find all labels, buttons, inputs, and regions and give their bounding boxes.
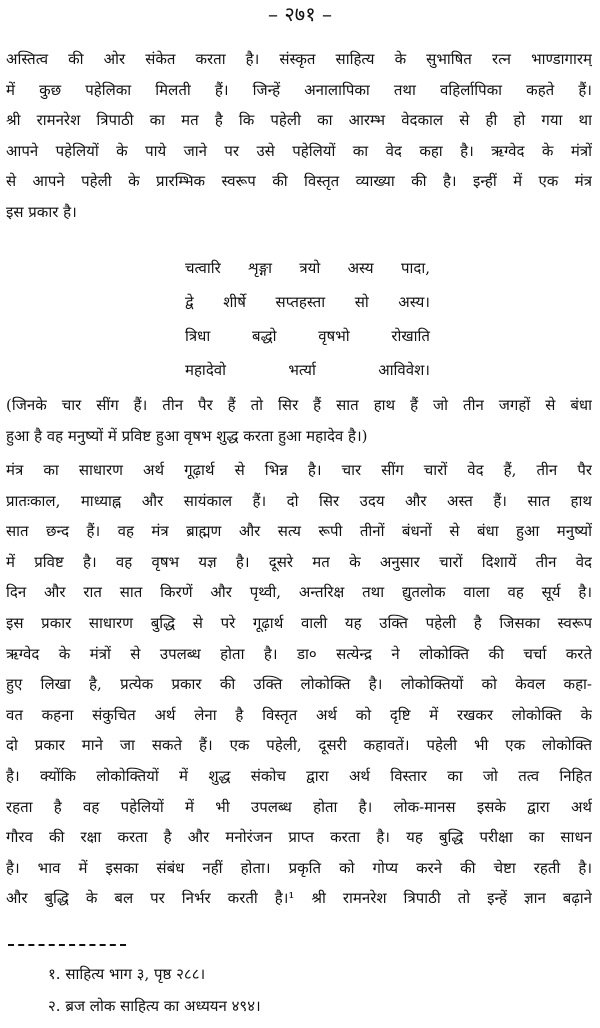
- paragraph-intro: [6, 44, 592, 228]
- text-line: सात छन्द हैं। वह मंत्र ब्राह्मण और सत्य रूपी तीनों बंधनों से बंधा हुआ मनुष्यों: [6, 522, 592, 541]
- text-line: दिन और रात सात किरणें और पृथ्वी, अन्तरिक्ष तथा द्युतलोक वाला वह सूर्य है।: [6, 583, 592, 602]
- text-line: दो प्रकार माने जा सकते हैं। एक पहेली, दूसरी कहावतें। पहेली भी एक लोकोक्ति: [6, 736, 592, 755]
- text-line: इस प्रकार है।: [6, 202, 77, 221]
- verse-line: महादेवो भर्त्या आविवेश।: [185, 361, 430, 379]
- text-line: है। भाव में इसका संबंध नहीं होता। प्रकृति को गोप्य करने की चेष्टा रहती है।: [6, 858, 592, 877]
- text-line: और बुद्धि के बल पर निर्भर करती है।¹ श्री रामनरेश त्रिपाठी तो इन्हें ज्ञान बढ़ाने: [6, 889, 592, 908]
- text-line: हुए लिखा है, प्रत्येक प्रकार की उक्ति लोकोक्ति है। लोकोक्तियों को केवल कहा-: [6, 675, 592, 694]
- text-line: मंत्र का साधारण अर्थ गूढ़ार्थ से भिन्न है। चार सींग चारों वेद हैं, तीन पैर: [6, 461, 592, 479]
- footnote-2: २. ब्रज लोक साहित्य का अध्ययन ४९४।: [48, 997, 261, 1015]
- text-line: प्रातःकाल, माध्याह्न और सायंकाल हैं। दो सिर उदय और अस्त हैं। सात हाथ: [6, 491, 592, 510]
- text-line: आपने पहेलियों के पाये जाने पर उसे पहेलियों का वेद कहा है। ऋग्वेद के मंत्रों: [6, 141, 592, 160]
- sanskrit-verse: [185, 251, 430, 387]
- text-line: अस्तित्व की ओर संकेत करता है। संस्कृत साहित्य के सुभाषित रत्न भाण्डागारम्: [6, 50, 592, 68]
- footnote-1: १. साहित्य भाग ३, पृष्ठ २८८।: [48, 965, 206, 983]
- verse-line: त्रिधा बद्धो वृषभो रोखाति: [185, 327, 430, 345]
- text-line: से आपने पहेली के प्रारम्भिक स्वरूप की विस्तृत व्याख्या की है। इन्हीं में एक मंत्र: [6, 172, 592, 191]
- text-line: (जिनके चार सींग हैं। तीन पैर हैं तो सिर हैं सात हाथ हैं जो तीन जगहों से बंधा: [6, 396, 592, 414]
- paragraph-verse-meaning: [6, 390, 592, 451]
- verse-line: चत्वारि शृङ्गा त्रयो अस्य पादा,: [185, 259, 430, 277]
- text-line: इस प्रकार साधारण बुद्धि से परे गूढ़ार्थ वाली यह उक्ति पहेली है जिसका स्वरूप: [6, 613, 592, 632]
- footnotes: [48, 958, 568, 1022]
- text-line: हुआ है वह मनुष्यों में प्रविष्ट हुआ वृषभ शुद्ध करता हुआ महादेव है।): [6, 426, 368, 445]
- text-line: वत कहना संकुचित अर्थ लेना है विस्तृत अर्थ को दृष्टि में रखकर लोकोक्ति के: [6, 705, 592, 724]
- text-line: श्री रामनरेश त्रिपाठी का मत है कि पहेली का आरम्भ वेदकाल से ही हो गया था: [6, 111, 592, 130]
- page-number: – २७१ –: [268, 2, 332, 26]
- paragraph-explanation: [6, 455, 592, 914]
- text-line: में कुछ पहेलिका मिलती हैं। जिन्हें अनालापिका तथा वहिर्लापिका कहते हैं।: [6, 80, 592, 99]
- text-line: में प्रविष्ट है। वह वृषभ यज्ञ है। दूसरे मत के अनुसार चारों दिशायें तीन वेद: [6, 552, 592, 571]
- text-line: रहता है वह पहेलियों में भी उपलब्ध होता है। लोक-मानस इसके द्वारा अर्थ: [6, 797, 592, 816]
- text-line: ऋग्वेद के मंत्रों से उपलब्ध होता है। डा० सत्येन्द्र ने लोकोक्ति की चर्चा करते: [6, 644, 592, 663]
- text-line: है। क्योंकि लोकोक्तियों में शुद्ध संकोच द्वारा अर्थ विस्तार का जो तत्व निहित: [6, 766, 592, 785]
- footnote-divider: [8, 944, 126, 946]
- text-line: गौरव की रक्षा करता है और मनोरंजन प्राप्त करता है। यह बुद्धि परीक्षा का साधन: [6, 828, 592, 847]
- verse-line: द्वे शीर्षे सप्तहस्ता सो अस्य।: [185, 293, 430, 311]
